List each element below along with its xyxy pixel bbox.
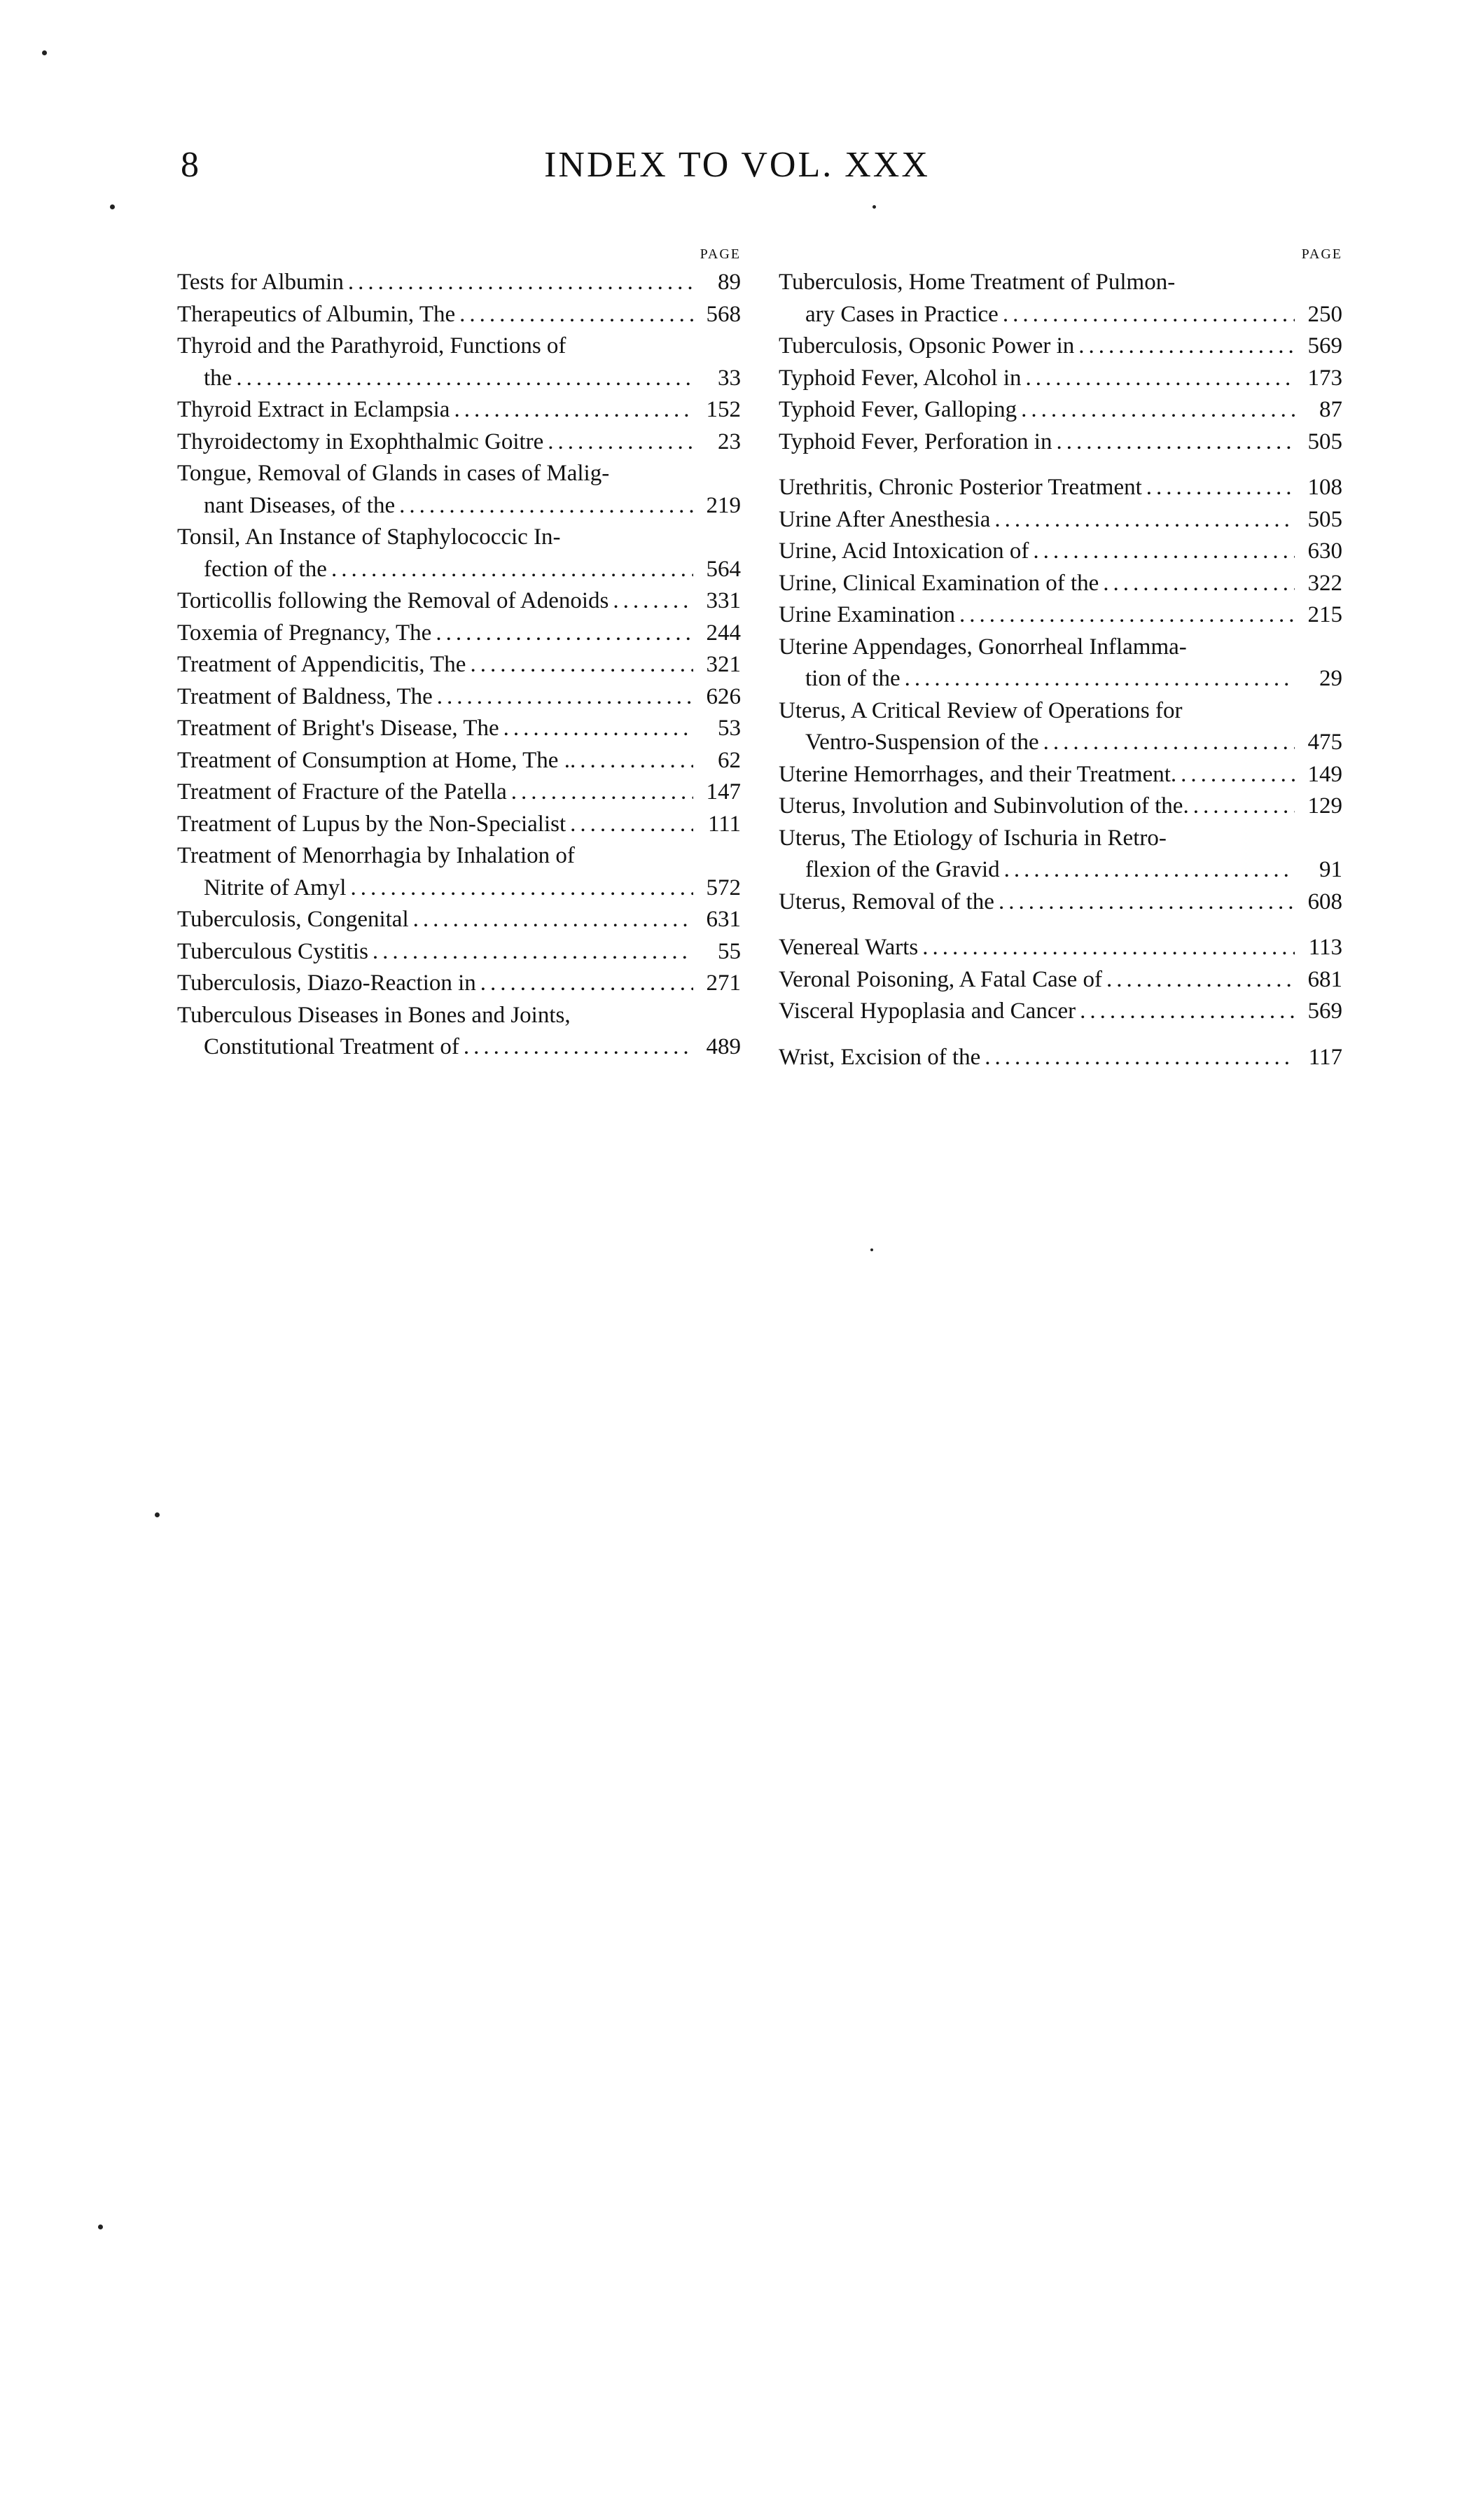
entry-text: Thyroid and the Parathyroid, Functions of: [177, 333, 566, 358]
entry-line: [177, 267, 741, 299]
dot-leader: [1043, 727, 1295, 759]
index-entry: [177, 618, 741, 650]
entry-text: Wrist, Excision of the: [779, 1044, 981, 1070]
entry-text: Urine, Clinical Examination of the: [779, 570, 1099, 596]
entry-page-number: 23: [718, 429, 741, 454]
entry-text: Tuberculous Diseases in Bones and Joints,: [177, 1002, 571, 1028]
index-entry: [177, 809, 741, 841]
entry-line: [177, 809, 741, 841]
entry-text: Tongue, Removal of Glands in cases of Malig-: [177, 461, 610, 486]
scan-speck: [42, 50, 47, 55]
entry-text: Tuberculosis, Diazo-Reaction in: [177, 970, 476, 996]
entry-text: Uterus, Removal of the: [779, 889, 994, 914]
entry-text: Treatment of Consumption at Home, The ..: [177, 747, 576, 773]
entry-page-number: 62: [718, 747, 741, 773]
entry-page-number: 173: [1307, 365, 1342, 391]
scan-speck: [155, 1512, 160, 1517]
entry-text: Treatment of Baldness, The: [177, 683, 433, 709]
entry-line: [177, 936, 741, 968]
entry-text: Treatment of Bright's Disease, The: [177, 716, 499, 741]
index-column-right: [779, 242, 1342, 1073]
dot-leader: [905, 663, 1295, 695]
entry-line: [177, 777, 741, 809]
scan-speck: [872, 205, 876, 209]
dot-leader: [1080, 996, 1295, 1028]
entry-page-number: 33: [718, 365, 741, 391]
entry-page-number: 91: [1319, 857, 1342, 882]
page-column-label: PAGE: [1301, 246, 1342, 262]
entry-line: [779, 886, 1342, 919]
entry-line: [779, 727, 1342, 759]
dot-leader: [1193, 791, 1295, 823]
dot-leader: [994, 504, 1295, 536]
entry-line: [177, 904, 741, 936]
entry-text: Thyroid Extract in Eclampsia: [177, 397, 450, 422]
index-entry: [177, 299, 741, 331]
dot-leader: [1004, 854, 1295, 886]
dot-leader: [480, 968, 693, 1000]
entry-page-number: 475: [1307, 730, 1342, 755]
entry-line: [177, 490, 741, 522]
entry-page-number: 271: [706, 970, 741, 996]
entry-text: Therapeutics of Albumin, The: [177, 301, 456, 327]
index-entry: [779, 267, 1342, 330]
entry-list: [177, 267, 741, 1064]
entry-page-number: 53: [718, 716, 741, 741]
index-entry: [779, 599, 1342, 632]
entry-text: Tuberculosis, Home Treatment of Pulmon-: [779, 270, 1176, 295]
index-entry: [779, 886, 1342, 919]
dot-leader: [1056, 426, 1295, 459]
dot-leader: [511, 777, 693, 809]
entry-text: Typhoid Fever, Perforation in: [779, 429, 1052, 454]
entry-text: Typhoid Fever, Alcohol in: [779, 365, 1022, 391]
entry-text: Treatment of Appendicitis, The: [177, 652, 466, 677]
entry-page-number: 29: [1319, 666, 1342, 691]
index-entry: [779, 363, 1342, 395]
entry-line: [779, 996, 1342, 1028]
entry-text: Uterus, Involution and Subinvolution of the.: [779, 793, 1189, 819]
entry-text: Urine Examination: [779, 602, 956, 627]
entry-text: Ventro-Suspension of the: [805, 730, 1039, 755]
entry-list: [779, 267, 1342, 1073]
entry-page-number: 322: [1307, 570, 1342, 596]
dot-leader: [454, 394, 693, 426]
entry-page-number: 681: [1307, 966, 1342, 992]
entry-line: [779, 854, 1342, 886]
entry-page-number: 568: [706, 301, 741, 327]
entry-text: Tests for Albumin: [177, 270, 344, 295]
entry-line: [177, 585, 741, 618]
entry-text: Typhoid Fever, Galloping: [779, 397, 1017, 422]
entry-text: flexion of the Gravid: [805, 857, 1000, 882]
entry-text: Venereal Warts: [779, 935, 919, 960]
index-entry: [177, 649, 741, 681]
entry-line: [779, 964, 1342, 996]
entry-page-number: 505: [1307, 506, 1342, 532]
dot-leader: [1021, 394, 1295, 426]
entry-page-number: 505: [1307, 429, 1342, 454]
entry-line: [779, 932, 1342, 964]
page-column-label: PAGE: [700, 246, 741, 262]
index-entry: [779, 932, 1342, 964]
dot-leader: [399, 490, 693, 522]
index-entry: [779, 1042, 1342, 1074]
index-entry: [779, 504, 1342, 536]
index-entry: [177, 522, 741, 585]
entry-text: Visceral Hypoplasia and Cancer: [779, 998, 1076, 1024]
entry-line: [177, 872, 741, 905]
entry-line: [177, 745, 741, 777]
entry-text: Veronal Poisoning, A Fatal Case of: [779, 966, 1102, 992]
entry-text: Constitutional Treatment of: [204, 1034, 459, 1059]
dot-leader: [503, 713, 693, 745]
entry-line: [177, 426, 741, 459]
entry-text: Nitrite of Amyl: [204, 875, 347, 900]
entry-line: [779, 759, 1342, 791]
entry-text: Thyroidectomy in Exophthalmic Goitre: [177, 429, 544, 454]
page-number: 8: [181, 145, 199, 185]
entry-line: [779, 663, 1342, 695]
entry-line: [779, 299, 1342, 331]
entry-text: Uterus, A Critical Review of Operations for: [779, 697, 1183, 723]
index-entry: [177, 585, 741, 618]
entry-line: [177, 968, 741, 1000]
entry-page-number: 489: [706, 1034, 741, 1059]
entry-line: [779, 426, 1342, 459]
entry-line: [779, 568, 1342, 600]
dot-leader: [350, 872, 693, 905]
entry-line: [177, 394, 741, 426]
index-entry: [779, 964, 1342, 996]
entry-page-number: 630: [1307, 538, 1342, 564]
dot-leader: [959, 599, 1295, 632]
scan-speck: [110, 204, 115, 209]
entry-text: Uterine Hemorrhages, and their Treatment.: [779, 761, 1177, 787]
entry-page-number: 55: [718, 938, 741, 964]
entry-page-number: 152: [706, 397, 741, 422]
entry-page-number: 564: [706, 556, 741, 582]
dot-leader: [1003, 299, 1295, 331]
index-entry: [779, 330, 1342, 363]
entry-line: [177, 649, 741, 681]
entry-page-number: 89: [718, 270, 741, 295]
entry-line: [779, 1042, 1342, 1074]
entry-line: [779, 599, 1342, 632]
entry-page-number: 147: [706, 779, 741, 805]
entry-line: [779, 472, 1342, 504]
entry-page-number: 117: [1308, 1044, 1342, 1070]
entry-page-number: 87: [1319, 397, 1342, 422]
entry-text: fection of the: [204, 556, 327, 582]
entry-line: [779, 536, 1342, 568]
entry-line: [779, 791, 1342, 823]
dot-leader: [331, 554, 693, 586]
dot-leader: [459, 299, 693, 331]
dot-leader: [413, 904, 693, 936]
index-entry: [177, 330, 741, 394]
dot-leader: [613, 585, 693, 618]
dot-leader: [985, 1042, 1295, 1074]
entry-page-number: 108: [1307, 475, 1342, 500]
entry-text: Urine, Acid Intoxication of: [779, 538, 1029, 564]
index-entry: [177, 968, 741, 1000]
dot-leader: [1106, 964, 1295, 996]
index-entry: [177, 681, 741, 713]
index-entry: [779, 568, 1342, 600]
dot-leader: [1103, 568, 1295, 600]
entry-page-number: 215: [1307, 602, 1342, 627]
entry-text: Uterus, The Etiology of Ischuria in Retro-: [779, 825, 1167, 851]
dot-leader: [373, 936, 693, 968]
entry-text: Tuberculosis, Opsonic Power in: [779, 333, 1075, 358]
entry-page-number: 626: [706, 683, 741, 709]
entry-line: [779, 330, 1342, 363]
entry-page-number: 572: [706, 875, 741, 900]
entry-line: [177, 713, 741, 745]
entry-page-number: 219: [706, 492, 741, 518]
index-entry: [779, 394, 1342, 426]
entry-page-number: 608: [1307, 889, 1342, 914]
dot-leader: [580, 745, 693, 777]
index-entry: [779, 472, 1342, 504]
index-entry: [177, 1000, 741, 1064]
entry-text: Treatment of Fracture of the Patella: [177, 779, 507, 805]
dot-leader: [348, 267, 693, 299]
dot-leader: [437, 681, 693, 713]
entry-page-number: 149: [1307, 761, 1342, 787]
index-entry: [177, 267, 741, 299]
entry-text: Urethritis, Chronic Posterior Treatment: [779, 475, 1142, 500]
index-entry: [779, 823, 1342, 886]
dot-leader: [1078, 330, 1295, 363]
dot-leader: [436, 618, 693, 650]
dot-leader: [999, 886, 1295, 919]
entry-page-number: 631: [706, 907, 741, 932]
entry-text: Tonsil, An Instance of Staphylococcic In-: [177, 524, 561, 550]
entry-text: Uterine Appendages, Gonorrheal Inflamma-: [779, 634, 1187, 660]
index-column-left: [177, 242, 741, 1064]
dot-leader: [1026, 363, 1295, 395]
dot-leader: [1181, 759, 1295, 791]
entry-page-number: 331: [706, 588, 741, 613]
index-entry: [177, 426, 741, 459]
entry-line: [177, 363, 741, 395]
index-entry: [779, 426, 1342, 459]
index-entry: [779, 632, 1342, 695]
index-entry: [177, 840, 741, 904]
entry-text: the: [204, 365, 232, 391]
entry-text: ary Cases in Practice: [805, 301, 999, 327]
index-entry: [177, 777, 741, 809]
scan-speck: [870, 1248, 873, 1251]
entry-page-number: 129: [1307, 793, 1342, 819]
index-entry: [177, 936, 741, 968]
entry-line: [779, 504, 1342, 536]
dot-leader: [570, 809, 693, 841]
entry-page-number: 111: [707, 811, 741, 837]
entry-text: Toxemia of Pregnancy, The: [177, 620, 432, 646]
index-entry: [177, 458, 741, 522]
entry-page-number: 321: [706, 652, 741, 677]
entry-line: [177, 299, 741, 331]
entry-line: [779, 394, 1342, 426]
entry-line: [177, 554, 741, 586]
dot-leader: [464, 1031, 693, 1064]
entry-line: [779, 363, 1342, 395]
entry-page-number: 569: [1307, 998, 1342, 1024]
dot-leader: [922, 932, 1295, 964]
entry-text: Urine After Anesthesia: [779, 506, 991, 532]
index-entry: [177, 713, 741, 745]
index-entry: [779, 536, 1342, 568]
index-entry: [177, 394, 741, 426]
running-title: INDEX TO VOL. XXX: [544, 145, 930, 185]
entry-page-number: 113: [1308, 935, 1342, 960]
dot-leader: [548, 426, 693, 459]
entry-line: [177, 618, 741, 650]
dot-leader: [470, 649, 693, 681]
entry-line: [177, 1031, 741, 1064]
entry-text: Tuberculosis, Congenital: [177, 907, 409, 932]
dot-leader: [236, 363, 693, 395]
entry-text: Tuberculous Cystitis: [177, 938, 368, 964]
index-entry: [779, 695, 1342, 759]
entry-page-number: 569: [1307, 333, 1342, 358]
dot-leader: [1033, 536, 1295, 568]
entry-text: Treatment of Lupus by the Non-Specialist: [177, 811, 566, 837]
index-entry: [779, 791, 1342, 823]
index-entry: [177, 745, 741, 777]
scan-speck: [98, 2225, 103, 2229]
index-entry: [177, 904, 741, 936]
entry-page-number: 244: [706, 620, 741, 646]
entry-text: nant Diseases, of the: [204, 492, 396, 518]
entry-page-number: 250: [1307, 301, 1342, 327]
entry-line: [177, 681, 741, 713]
index-entry: [779, 759, 1342, 791]
entry-text: Torticollis following the Removal of Adenoids: [177, 588, 609, 613]
entry-text: tion of the: [805, 666, 901, 691]
dot-leader: [1146, 472, 1295, 504]
entry-text: Treatment of Menorrhagia by Inhalation of: [177, 843, 575, 868]
index-entry: [779, 996, 1342, 1028]
